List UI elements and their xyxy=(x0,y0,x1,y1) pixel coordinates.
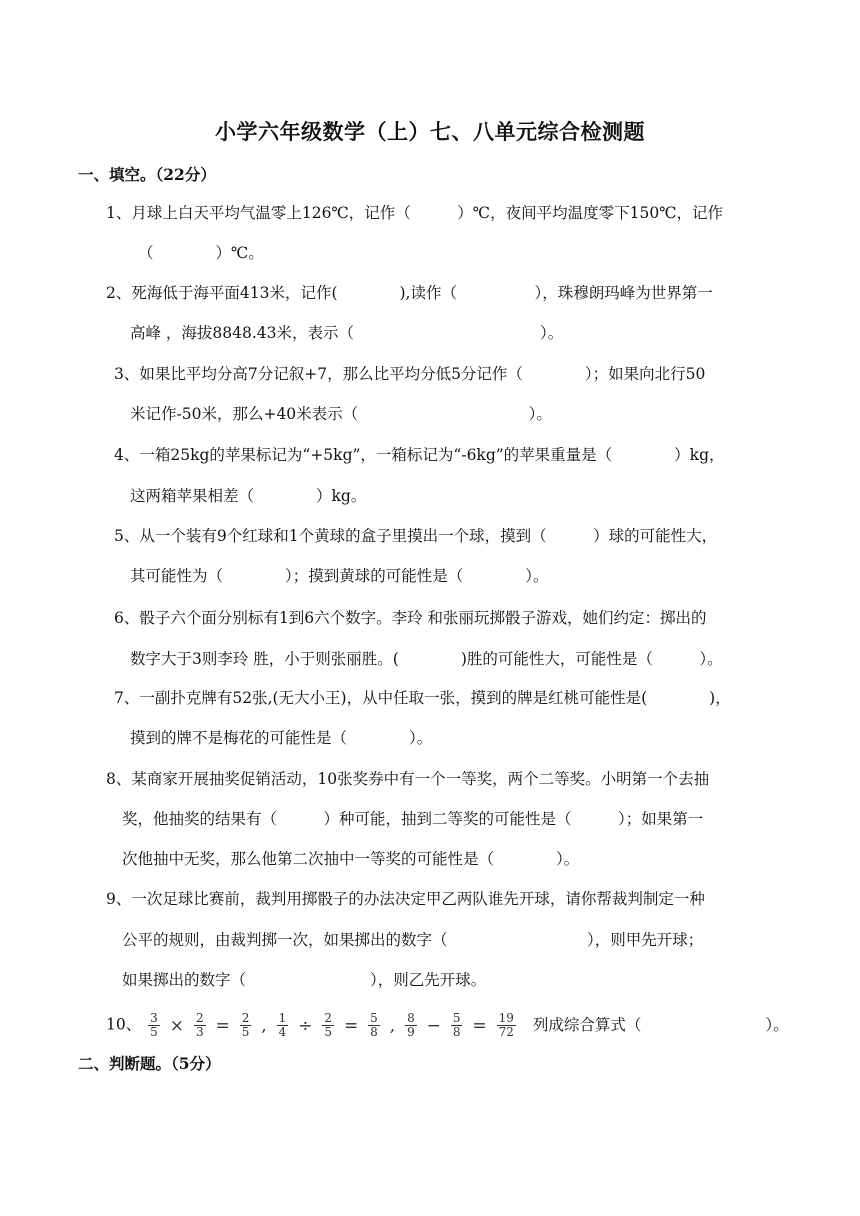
question-4-line-2: 这两箱苹果相差（ ）kg。 xyxy=(130,487,367,505)
question-8-line-1: 8、某商家开展抽奖促销活动，10张奖券中有一个一等奖，两个二等奖。小明第一个去抽 xyxy=(106,770,710,788)
section-true-false-heading: 二、判断题。（5分） xyxy=(78,1054,221,1073)
fraction-2-5-b: $\frac{2}{5}$ xyxy=(324,1011,333,1039)
question-10-tail: 列成综合算式（ ）。 xyxy=(532,1015,789,1034)
question-4-line-1: 4、一箱25kg的苹果标记为“+5kg”，一箱标记为“-6kg”的苹果重量是（ ）kg， xyxy=(114,446,725,464)
question-7-line-1: 7、一副扑克牌有52张,(无大小王)，从中任取一张，摸到的牌是红桃可能性是( )， xyxy=(114,689,731,707)
fraction-5-8-b: $\frac{5}{8}$ xyxy=(452,1011,461,1039)
question-1-line-1: 1、月球上白天平均气温零上126℃，记作（ ）℃，夜间平均温度零下150℃，记作 xyxy=(106,204,724,222)
minus-sign: − xyxy=(426,1015,441,1036)
equals-sign: = xyxy=(343,1015,359,1036)
fraction-19-72: $\frac{19}{72}$ xyxy=(498,1011,514,1039)
equals-sign: = xyxy=(215,1015,230,1036)
comma: , xyxy=(389,1015,396,1036)
divide-sign: ÷ xyxy=(298,1015,313,1036)
question-10-line xyxy=(106,1012,789,1039)
question-8-line-3: 次他抽中无奖，那么他第二次抽中一等奖的可能性是（ ）。 xyxy=(122,850,580,868)
question-3-line-2: 米记作-50米，那么+40米表示（ ）。 xyxy=(130,405,552,423)
question-8-line-2: 奖，他抽奖的结果有（ ）种可能，抽到二等奖的可能性是（ ）；如果第一 xyxy=(122,810,704,828)
fraction-2-5: $\frac{2}{5}$ xyxy=(241,1011,250,1039)
question-1-line-2: （ ）℃。 xyxy=(138,244,264,262)
question-9-line-2: 公平的规则，由裁判掷一次，如果掷出的数字（ ），则甲先开球； xyxy=(122,931,704,949)
question-2-line-1: 2、死海低于海平面413米，记作( ),读作（ ），珠穆朗玛峰为世界第一 xyxy=(106,284,713,302)
equals-sign: = xyxy=(472,1015,487,1036)
question-6-line-2: 数字大于3则李玲 胜，小于则张丽胜。( )胜的可能性大，可能性是（ ）。 xyxy=(130,650,723,668)
fraction-8-9: $\frac{8}{9}$ xyxy=(407,1011,415,1039)
question-5-line-1: 5、从一个装有9个红球和1个黄球的盒子里摸出一个球，摸到（ ）球的可能性大， xyxy=(114,527,718,545)
question-10-number: 10、 xyxy=(106,1015,142,1034)
page-title: 小学六年级数学（上）七、八单元综合检测题 xyxy=(215,119,645,144)
fraction-3-5: $\frac{3}{5}$ xyxy=(150,1011,158,1039)
question-9-line-3: 如果掷出的数字（ ），则乙先开球。 xyxy=(122,971,487,989)
question-9-line-1: 9、一次足球比赛前，裁判用掷骰子的办法决定甲乙两队谁先开球，请你帮裁判制定一种 xyxy=(106,890,705,908)
section-fill-blank-heading: 一、填空。（22分） xyxy=(78,165,216,184)
fraction-1-4: $\frac{1}{4}$ xyxy=(278,1011,287,1039)
fraction-2-3: $\frac{2}{3}$ xyxy=(195,1011,204,1039)
comma: , xyxy=(261,1015,267,1036)
question-2-line-2: 高峰 ，海拔8848.43米，表示（ ）。 xyxy=(130,324,564,342)
question-6-line-1: 6、骰子六个面分别标有1到6六个数字。李玲 和张丽玩掷骰子游戏，她们约定：掷出的 xyxy=(114,609,707,627)
question-3-line-1: 3、如果比平均分高7分记叙+7，那么比平均分低5分记作（ ）；如果向北行50 xyxy=(114,365,706,383)
question-7-line-2: 摸到的牌不是梅花的可能性是（ ）。 xyxy=(130,729,433,747)
times-sign: × xyxy=(169,1015,184,1036)
fraction-5-8: $\frac{5}{8}$ xyxy=(370,1011,378,1039)
question-5-line-2: 其可能性为（ ）；摸到黄球的可能性是（ ）。 xyxy=(130,567,549,585)
